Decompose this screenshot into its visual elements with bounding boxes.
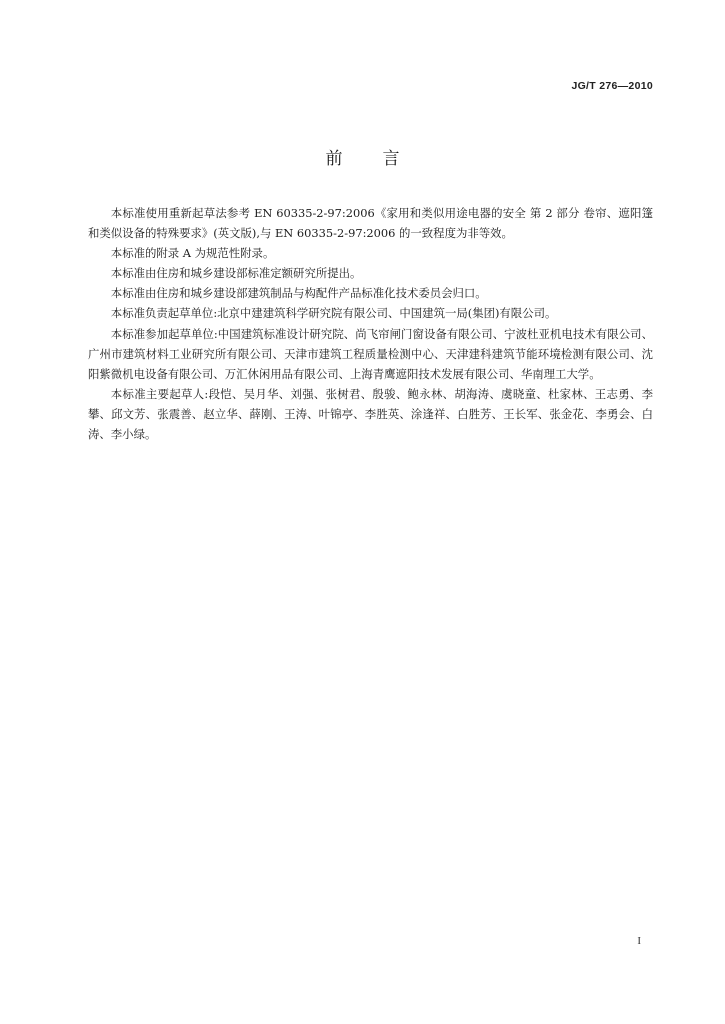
foreword-body [88, 203, 653, 444]
paragraph-main-drafters: 本标准主要起草人:段恺、吴月华、刘强、张树君、殷骏、鲍永林、胡海涛、虞晓童、杜家林、王志勇、李攀、邱文芳、张震善、赵立华、薛刚、王涛、叶锦亭、李胜英、涂逢祥、白胜芳、王长军、张金花、李勇会、白涛、李小绿。 [88, 386, 653, 442]
paragraph-proposer: 本标准由住房和城乡建设部标准定额研究所提出。 [110, 266, 362, 281]
standard-number: JG/T 276—2010 [571, 80, 653, 92]
paragraph-appendix: 本标准的附录 A 为规范性附录。 [110, 246, 275, 261]
paragraph-responsible-drafters: 本标准负责起草单位:北京中建建筑科学研究院有限公司、中国建筑一局(集团)有限公司。 [110, 306, 557, 321]
page-title: 前言 [325, 149, 440, 169]
paragraph-reference-standard: 本标准使用重新起草法参考 EN 60335-2-97:2006《家用和类似用途电器的安全 第 2 部分 卷帘、遮阳篷和类似设备的特殊要求》(英文版),与 EN 60335-2-97:2006 的一致程度为非等效。 [88, 206, 653, 241]
paragraph-participating-drafters: 本标准参加起草单位:中国建筑标准设计研究院、尚飞帘闸门窗设备有限公司、宁波杜亚机电技术有限公司、广州市建筑材料工业研究所有限公司、天津市建筑工程质量检测中心、天津建科建筑节能环境检测有限公司、沈阳紫微机电设备有限公司、万汇休闲用品有限公司、上海青鹰遮阳技术发展有限公司、华南理工大学。 [88, 326, 653, 381]
page-number: I [637, 935, 641, 947]
paragraph-centralized-unit: 本标准由住房和城乡建设部建筑制品与构配件产品标准化技术委员会归口。 [110, 286, 487, 301]
